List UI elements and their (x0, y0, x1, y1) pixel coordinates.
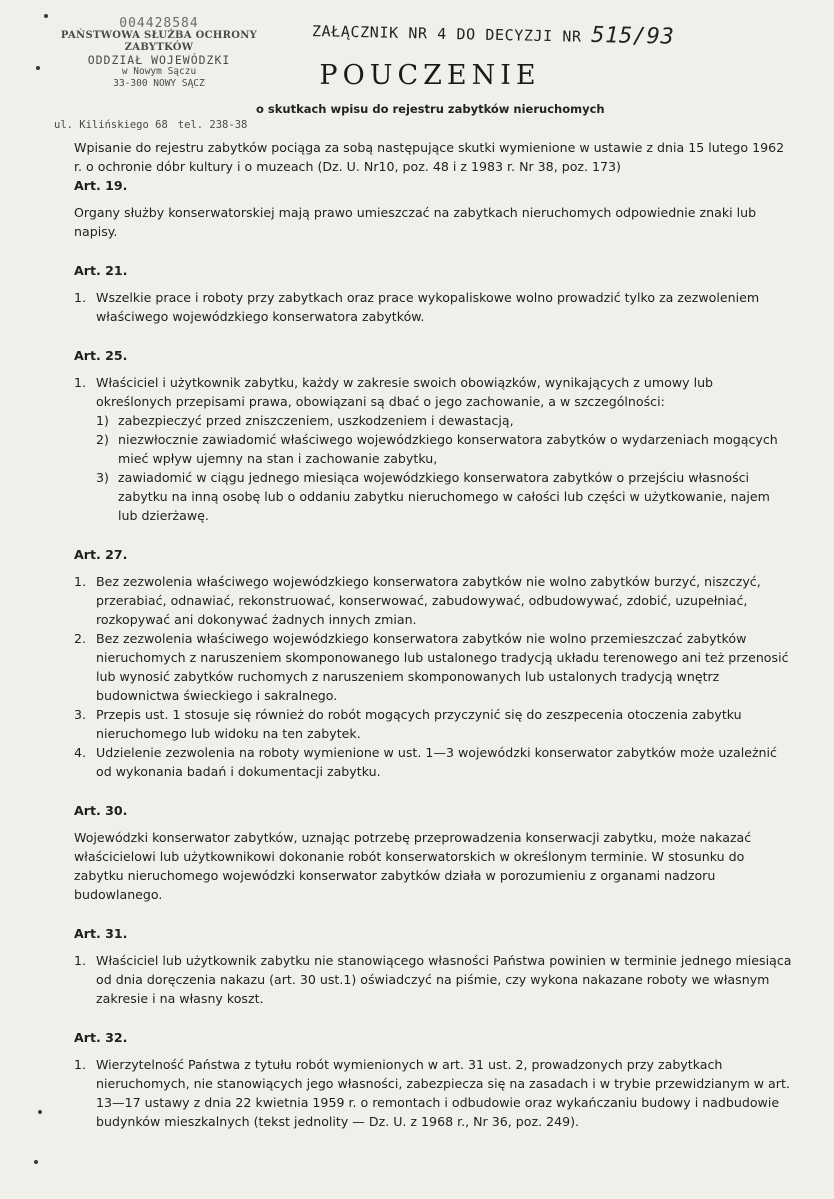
list-item (74, 629, 792, 705)
subitem-text: zabezpieczyć przed zniszczeniem, uszkodzeniem i dewastacją, (118, 413, 514, 428)
document-body (74, 138, 792, 1151)
article-30 (74, 801, 792, 904)
list-item (74, 705, 792, 743)
punch-hole-mark (38, 1110, 42, 1114)
document-subtitle: o skutkach wpisu do rejestru zabytków nieruchomych (256, 102, 605, 116)
article-19 (74, 176, 792, 241)
item-number: 1. (74, 290, 87, 305)
list-item (74, 743, 792, 781)
subitem-number: 2) (96, 432, 109, 447)
item-text: Bez zezwolenia właściwego wojewódzkiego konserwatora zabytków nie wolno przemieszczać zabytków nieruchomych z naruszeniem skomponowanego lub ustalonego tradycją układu terenowego ani też przenosić lub wynosić zabytków ruchomych z naruszeniem skomponowanych lub ustalonych tradycją wnętrz budownictwa świeckiego i sakralnego. (96, 631, 789, 703)
item-number: 1. (74, 1057, 87, 1072)
item-text: Przepis ust. 1 stosuje się również do robót mogących przyczynić się do zeszpecenia otoczenia zabytku nieruchomego lub widoku na ten zabytek. (96, 707, 742, 741)
sub-list-item (96, 411, 792, 430)
article-25 (74, 346, 792, 525)
decision-number: 515/93 (591, 22, 675, 50)
list-item (74, 373, 792, 411)
item-text: Właściciel i użytkownik zabytku, każdy w zakresie swoich obowiązków, wynikających z umowy lub określonych przepisami prawa, obowiązani są dbać o jego zachowanie, a w szczególności: (96, 375, 714, 409)
article-27 (74, 545, 792, 781)
subitem-text: niezwłocznie zawiadomić właściwego wojewódzkiego konserwatora zabytków o wydarzeniach mogących mieć wpływ ujemny na stan i zachowanie zabytku, (118, 432, 778, 466)
annotation-label: ZAŁĄCZNIK NR 4 DO DECYZJI NR (311, 22, 582, 46)
stamp-org-line1: PAŃSTWOWA SŁUŻBA OCHRONY ZABYTKÓW (60, 30, 258, 53)
article-text: Wojewódzki konserwator zabytków, uznając potrzebę przeprowadzenia konserwacji zabytku, może nakazać właścicielowi lub użytkownikowi dokonanie robót konserwatorskich w określonym terminie. W stosunku do zabytku nieruchomego wojewódzki konserwator zabytków działa w porozumieniu z organami nadzoru budowlanego. (74, 830, 752, 902)
article-heading: Art. 30. (74, 803, 128, 818)
article-32 (74, 1028, 792, 1131)
item-text: Wszelkie prace i roboty przy zabytkach oraz prace wykopaliskowe wolno prowadzić tylko za zezwoleniem właściwego wojewódzkiego konserwatora zabytków. (96, 290, 760, 324)
article-21 (74, 261, 792, 326)
stamp-tel: tel. 238-38 (177, 119, 248, 131)
item-number: 1. (74, 574, 87, 589)
handwritten-annotation (312, 17, 782, 52)
punch-hole-mark (44, 14, 48, 18)
stamp-city: 33-300 NOWY SĄCZ (113, 78, 205, 89)
intro-paragraph: Wpisanie do rejestru zabytków pociąga za sobą następujące skutki wymienione w ustawie z dnia 15 lutego 1962 r. o ochronie dóbr kultury i o muzeach (Dz. U. Nr10, poz. 48 i z 1983 r. Nr 38, poz. 173) (74, 140, 785, 174)
stamp-street: ul. Kilińskiego 68 (54, 119, 168, 131)
subitem-text: zawiadomić w ciągu jednego miesiąca wojewódzkiego konserwatora zabytków o przejściu własności zabytku na inną osobę lub o oddaniu zabytku nieruchomego w całości lub części w użytkowanie, najem lub dzierżawę. (118, 470, 770, 523)
subitem-number: 1) (96, 413, 109, 428)
item-number: 1. (74, 375, 87, 390)
item-text: Bez zezwolenia właściwego wojewódzkiego konserwatora zabytków nie wolno zabytków burzyć, niszczyć, przerabiać, odnawiać, rekonstruować, konserwować, zabudowywać, odbudowywać, zdobić, uzupełniać, rozkopywać ani dokonywać żadnych innych zmian. (96, 574, 761, 627)
article-heading: Art. 21. (74, 263, 128, 278)
article-heading: Art. 25. (74, 348, 128, 363)
stamp-org-line3: w Nowym Sączu (121, 66, 197, 77)
list-item (74, 572, 792, 629)
article-heading: Art. 31. (74, 926, 128, 941)
subitem-number: 3) (96, 470, 109, 485)
punch-hole-mark (34, 1160, 38, 1164)
item-text: Właściciel lub użytkownik zabytku nie stanowiącego własności Państwa powinien w terminie jednego miesiąca od dnia doręczenia nakazu (art. 30 ust.1) oświadczyć na piśmie, czy wykona nakazane roboty we własnym zakresie i na własny koszt. (96, 953, 792, 1006)
list-item (74, 1055, 792, 1131)
list-item (74, 288, 792, 326)
list-item (74, 951, 792, 1008)
item-text: Udzielenie zezwolenia na roboty wymienione w ust. 1—3 wojewódzki konserwator zabytków może uzależnić od wykonania badań i dokumentacji zabytku. (96, 745, 777, 779)
stamp-number: 004428584 (119, 16, 199, 31)
sub-list-item (96, 468, 792, 525)
item-number: 4. (74, 745, 87, 760)
stamp-org-line2: ODDZIAŁ WOJEWÓDZKI (87, 53, 231, 67)
article-heading: Art. 27. (74, 547, 128, 562)
article-text: Organy służby konserwatorskiej mają prawo umieszczać na zabytkach nieruchomych odpowiednie znaki lub napisy. (74, 205, 757, 239)
item-number: 3. (74, 707, 87, 722)
item-text: Wierzytelność Państwa z tytułu robót wymienionych w art. 31 ust. 2, prowadzonych przy zabytkach nieruchomych, nie stanowiących jego własności, zabezpiecza się na zasadach i w trybie przewidzianym w art. 13—17 ustawy z dnia 22 kwietnia 1959 r. o remontach i odbudowie oraz wykańczaniu budowy i nadbudowie budynków mieszkalnych (tekst jednolity — Dz. U. z 1968 r., Nr 36, poz. 249). (96, 1057, 790, 1129)
sub-list-item (96, 430, 792, 468)
document-title: POUCZENIE (319, 60, 541, 91)
office-stamp (54, 16, 264, 131)
item-number: 2. (74, 631, 87, 646)
article-heading: Art. 19. (74, 178, 128, 193)
article-heading: Art. 32. (74, 1030, 128, 1045)
item-number: 1. (74, 953, 87, 968)
article-31 (74, 924, 792, 1008)
punch-hole-mark (36, 66, 40, 70)
